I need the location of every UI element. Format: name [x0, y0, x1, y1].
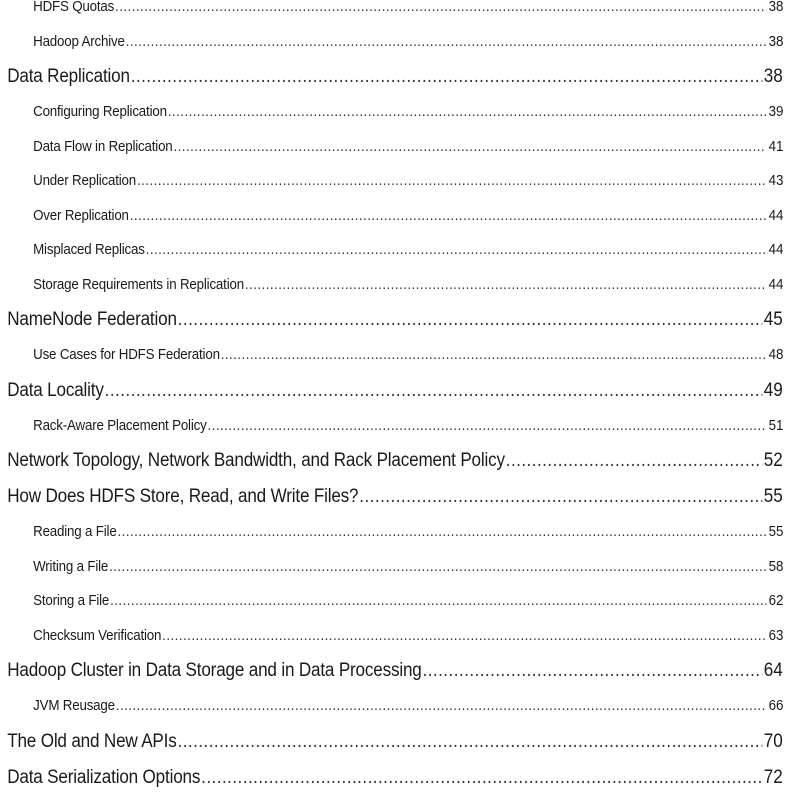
- toc-entry-title: Data Replication: [7, 66, 130, 87]
- toc-entry-title: NameNode Federation: [7, 309, 177, 330]
- dot-leader: [168, 95, 767, 130]
- toc-chapter-entry[interactable]: [0, 724, 800, 760]
- toc-entry-page-number: 44: [768, 276, 784, 293]
- dot-leader: [178, 302, 762, 338]
- toc-entry-title: Hadoop Archive: [33, 33, 125, 50]
- toc-entry-page-number: 49: [763, 379, 783, 401]
- toc-entry-title: Writing a File: [33, 558, 109, 575]
- toc-entry-title: Use Cases for HDFS Federation: [33, 347, 220, 363]
- toc-entry-page-number: 38: [768, 33, 784, 50]
- toc-section-entry[interactable]: [0, 233, 800, 268]
- toc-entry-title: Under Replication: [33, 173, 137, 189]
- dot-leader: [105, 373, 762, 409]
- toc-entry-page-number: 55: [763, 486, 783, 507]
- toc-entry-title: Over Replication: [33, 207, 129, 224]
- toc-entry-page-number: 70: [763, 730, 783, 752]
- toc-entry-title: Storing a File: [33, 593, 110, 609]
- dot-leader: [423, 653, 762, 689]
- dot-leader: [201, 760, 762, 796]
- toc-entry-page-number: 44: [768, 207, 784, 224]
- toc-entry-page-number: 62: [768, 593, 784, 609]
- toc-entry-title: HDFS Quotas: [33, 0, 115, 15]
- dot-leader: [126, 25, 767, 60]
- toc-entry-title: Reading a File: [33, 524, 117, 540]
- toc-entry-title: Data Flow in Replication: [33, 138, 173, 155]
- toc-section-entry[interactable]: [0, 130, 800, 165]
- toc-entry-title: JVM Reusage: [33, 698, 115, 714]
- dot-leader: [130, 199, 767, 234]
- toc-entry-page-number: 41: [768, 138, 784, 155]
- dot-leader: [359, 479, 762, 515]
- toc-entry-title: The Old and New APIs: [7, 730, 177, 752]
- dot-leader: [146, 233, 767, 268]
- toc-section-entry[interactable]: [0, 95, 800, 130]
- dot-leader: [162, 619, 767, 654]
- dot-leader: [506, 443, 762, 479]
- toc-chapter-entry[interactable]: [0, 302, 800, 338]
- toc-section-entry[interactable]: [0, 550, 800, 585]
- toc-section-entry[interactable]: [0, 338, 800, 373]
- dot-leader: [115, 0, 767, 25]
- toc-entry-title: Checksum Verification: [33, 627, 162, 644]
- dot-leader: [173, 130, 766, 165]
- toc-entry-page-number: 39: [768, 104, 784, 120]
- toc-entry-title: Data Serialization Options: [7, 766, 201, 788]
- dot-leader: [109, 550, 767, 585]
- toc-entry-page-number: 51: [768, 417, 784, 434]
- toc-entry-page-number: 72: [763, 766, 783, 788]
- dot-leader: [208, 409, 767, 444]
- dot-leader: [131, 59, 762, 95]
- dot-leader: [245, 268, 767, 303]
- dot-leader: [117, 515, 766, 550]
- toc-entry-title: Rack-Aware Placement Policy: [33, 417, 207, 434]
- toc-entry-page-number: 38: [768, 0, 784, 15]
- toc-section-entry[interactable]: [0, 619, 800, 654]
- toc-entry-page-number: 52: [763, 450, 783, 471]
- toc-section-entry[interactable]: [0, 584, 800, 619]
- toc-section-entry[interactable]: [0, 0, 800, 25]
- toc-entry-title: Network Topology, Network Bandwidth, and Rack Placement Policy: [7, 450, 505, 471]
- toc-section-entry[interactable]: [0, 409, 800, 444]
- dot-leader: [137, 164, 767, 199]
- toc-section-entry[interactable]: [0, 25, 800, 60]
- toc-chapter-entry[interactable]: [0, 443, 800, 479]
- toc-section-entry[interactable]: [0, 199, 800, 234]
- dot-leader: [177, 724, 761, 760]
- toc-entry-page-number: 45: [763, 309, 783, 330]
- toc-entry-title: Misplaced Replicas: [33, 242, 145, 258]
- toc-entry-page-number: 44: [768, 242, 784, 258]
- toc-entry-page-number: 58: [768, 558, 784, 575]
- toc-section-entry[interactable]: [0, 689, 800, 724]
- toc-entry-title: How Does HDFS Store, Read, and Write Files?: [7, 486, 359, 507]
- toc-section-entry[interactable]: [0, 164, 800, 199]
- toc-entry-title: Data Locality: [7, 379, 104, 401]
- toc-chapter-entry[interactable]: [0, 760, 800, 796]
- toc-section-entry[interactable]: [0, 268, 800, 303]
- toc-entry-page-number: 38: [763, 66, 783, 87]
- toc-entry-page-number: 48: [768, 347, 784, 363]
- toc-entry-page-number: 63: [768, 627, 784, 644]
- toc-entry-page-number: 43: [768, 173, 784, 189]
- toc-chapter-entry[interactable]: [0, 653, 800, 689]
- toc-entry-page-number: 64: [763, 660, 783, 681]
- toc-entry-page-number: 55: [768, 524, 784, 540]
- toc-entry-title: Hadoop Cluster in Data Storage and in Data Processing: [7, 660, 422, 681]
- toc-chapter-entry[interactable]: [0, 479, 800, 515]
- toc-entry-title: Configuring Replication: [33, 104, 167, 120]
- toc-entry-title: Storage Requirements in Replication: [33, 276, 244, 293]
- dot-leader: [116, 689, 767, 724]
- dot-leader: [110, 584, 767, 619]
- toc-entry-page-number: 66: [768, 698, 784, 714]
- dot-leader: [221, 338, 767, 373]
- toc-chapter-entry[interactable]: [0, 59, 800, 95]
- toc-section-entry[interactable]: [0, 515, 800, 550]
- toc-chapter-entry[interactable]: [0, 373, 800, 409]
